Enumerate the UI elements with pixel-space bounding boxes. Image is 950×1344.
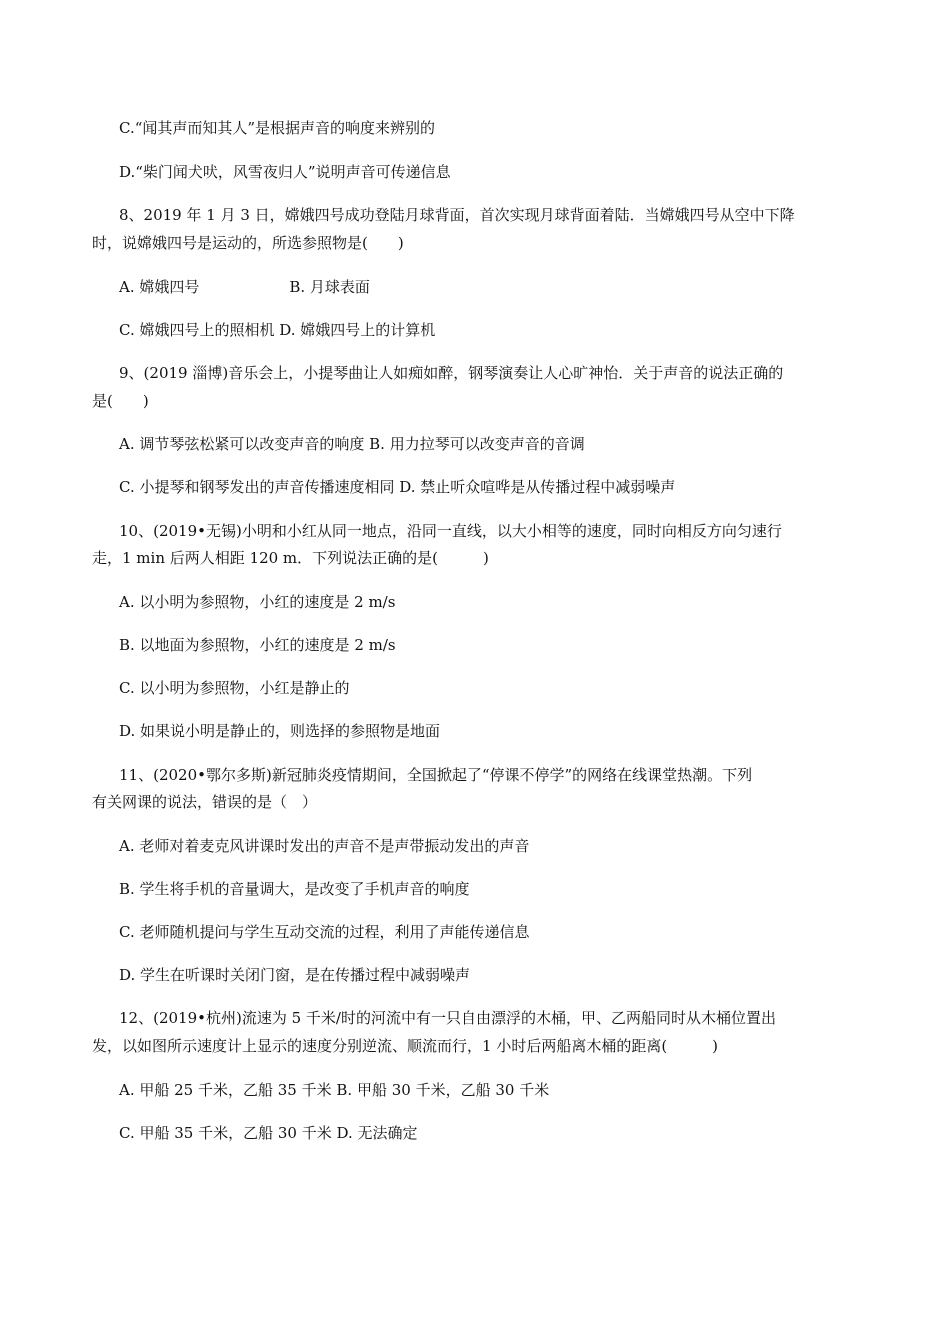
q11-option-a: A. 老师对着麦克风讲课时发出的声音不是声带振动发出的声音 — [119, 837, 530, 855]
q11-option-b: B. 学生将手机的音量调大，是改变了手机声音的响度 — [119, 880, 470, 898]
q8-option-a: A. 嫦娥四号 — [119, 278, 200, 296]
q9-options-cd: C. 小提琴和钢琴发出的声音传播速度相同 D. 禁止听众喧哗是从传播过程中减弱噪声 — [119, 478, 676, 496]
q12-options-cd: C. 甲船 35 千米，乙船 30 千米 D. 无法确定 — [119, 1124, 418, 1142]
q12-stem-line-2: 发，以如图所示速度计上显示的速度分别逆流、顺流而行，1 小时后两船离木桶的距离( ) — [92, 1037, 719, 1055]
q8-options-ab — [119, 277, 370, 297]
q12-stem-line-1: 12、(2019•杭州)流速为 5 千米/时的河流中有一只自由漂浮的木桶，甲、乙两船同时从木桶位置出 — [119, 1009, 776, 1027]
q11-stem-line-2: 有关网课的说法，错误的是（ ） — [92, 793, 318, 811]
q8-stem-line-2: 时，说嫦娥四号是运动的，所选参照物是( ) — [92, 234, 404, 252]
q9-stem-line-2: 是( ) — [92, 392, 149, 410]
q11-stem-line-1: 11、(2020•鄂尔多斯)新冠肺炎疫情期间，全国掀起了“停课不停学”的网络在线课堂热潮。下列 — [119, 766, 753, 784]
q7-option-c: C.“闻其声而知其人”是根据声音的响度来辨别的 — [119, 119, 436, 137]
q9-stem-line-1: 9、(2019 淄博)音乐会上，小提琴曲让人如痴如醉，钢琴演奏让人心旷神怡．关于声音的说法正确的 — [119, 364, 784, 382]
q8-options-cd: C. 嫦娥四号上的照相机 D. 嫦娥四号上的计算机 — [119, 321, 436, 339]
q7-option-d: D.“柴门闻犬吠，风雪夜归人”说明声音可传递信息 — [119, 163, 451, 181]
q10-stem-line-2: 走，1 min 后两人相距 120 m．下列说法正确的是( ) — [92, 549, 489, 567]
q8-stem-line-1: 8、2019 年 1 月 3 日，嫦娥四号成功登陆月球背面，首次实现月球背面着陆．当嫦娥四号从空中下降 — [119, 206, 795, 224]
q8-option-b: B. 月球表面 — [289, 278, 370, 296]
q12-options-ab: A. 甲船 25 千米，乙船 35 千米 B. 甲船 30 千米，乙船 30 千米 — [119, 1081, 550, 1099]
q10-stem-line-1: 10、(2019•无锡)小明和小红从同一地点，沿同一直线，以大小相等的速度，同时向相反方向匀速行 — [119, 522, 782, 540]
q9-options-ab: A. 调节琴弦松紧可以改变声音的响度 B. 用力拉琴可以改变声音的音调 — [119, 435, 585, 453]
q10-option-d: D. 如果说小明是静止的，则选择的参照物是地面 — [119, 722, 441, 740]
q10-option-a: A. 以小明为参照物，小红的速度是 2 m/s — [119, 593, 396, 611]
q11-option-c: C. 老师随机提问与学生互动交流的过程，利用了声能传递信息 — [119, 923, 530, 941]
q10-option-b: B. 以地面为参照物，小红的速度是 2 m/s — [119, 636, 396, 654]
q10-option-c: C. 以小明为参照物，小红是静止的 — [119, 679, 350, 697]
q11-option-d: D. 学生在听课时关闭门窗，是在传播过程中减弱噪声 — [119, 966, 471, 984]
